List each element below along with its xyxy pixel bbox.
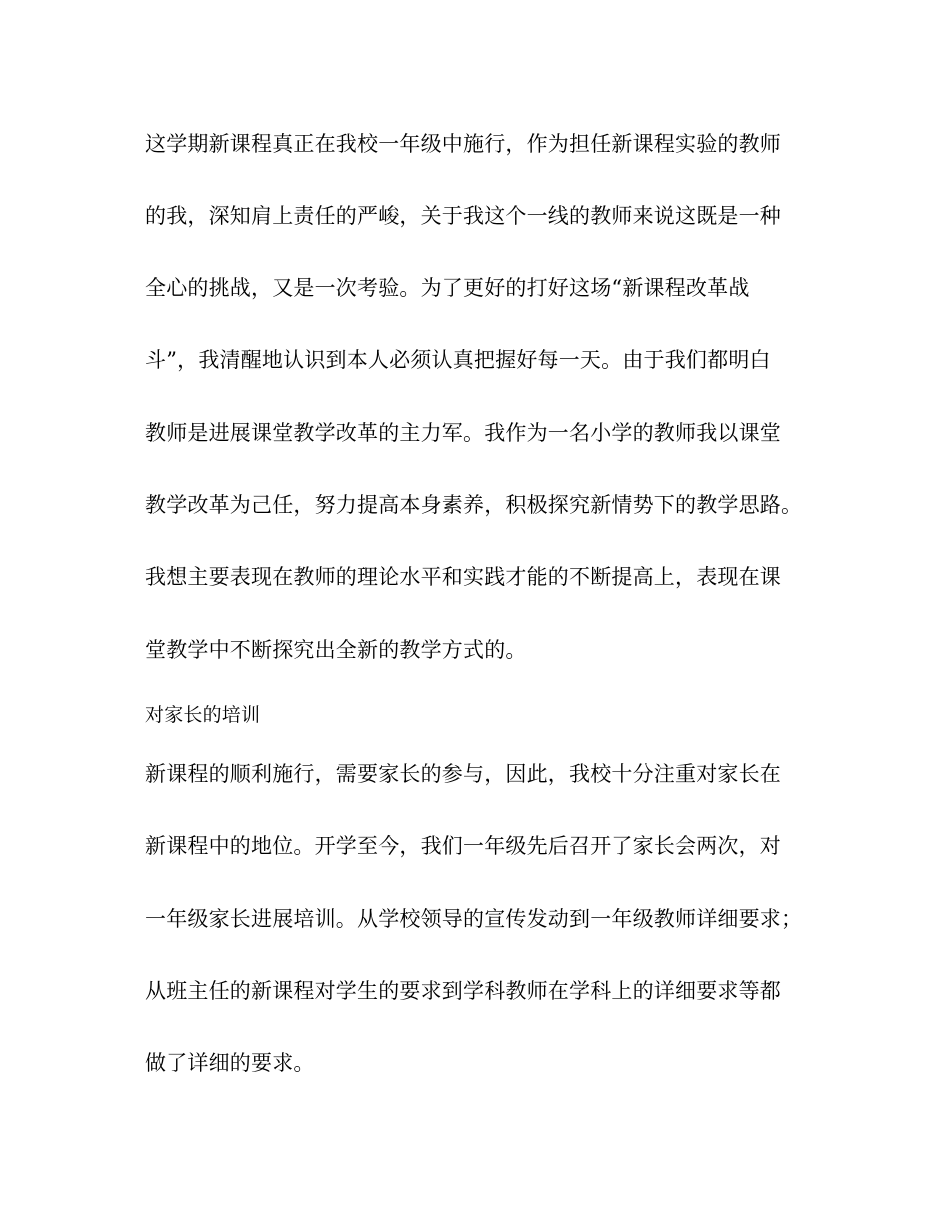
paragraph-1-line-6: 教学改革为己任，努力提高本身素养，积极探究新情势下的教学思路。 (145, 493, 803, 517)
paragraph-2-line-4: 从班主任的新课程对学生的要求到学科教师在学科上的详细要求等都 (145, 979, 781, 1003)
section-heading: 对家长的培训 (145, 704, 261, 726)
paragraph-1-line-2: 的我，深知肩上责任的严峻，关于我这个一线的教师来说这既是一种 (145, 204, 781, 228)
paragraph-2-line-1: 新课程的顺利施行，需要家长的参与，因此，我校十分注重对家长在 (145, 762, 781, 786)
paragraph-1-line-1: 这学期新课程真正在我校一年级中施行，作为担任新课程实验的教师 (145, 132, 781, 156)
paragraph-2-line-5: 做了详细的要求。 (145, 1051, 315, 1075)
paragraph-2-line-3: 一年级家长进展培训。从学校领导的宣传发动到一年级教师详细要求； (145, 907, 803, 931)
paragraph-2-line-2: 新课程中的地位。开学至今，我们一年级先后召开了家长会两次，对 (145, 834, 781, 858)
paragraph-1-line-8: 堂教学中不断探究出全新的教学方式的。 (145, 638, 527, 662)
paragraph-1-line-5: 教师是进展课堂教学改革的主力军。我作为一名小学的教师我以课堂 (145, 421, 781, 445)
paragraph-1-line-4: 斗”，我清醒地认识到本人必须认真把握好每一天。由于我们都明白 (145, 348, 771, 372)
paragraph-1-line-7: 我想主要表现在教师的理论水平和实践才能的不断提高上，表现在课 (145, 565, 781, 589)
paragraph-1-line-3: 全心的挑战，又是一次考验。为了更好的打好这场“新课程改革战 (145, 276, 750, 300)
